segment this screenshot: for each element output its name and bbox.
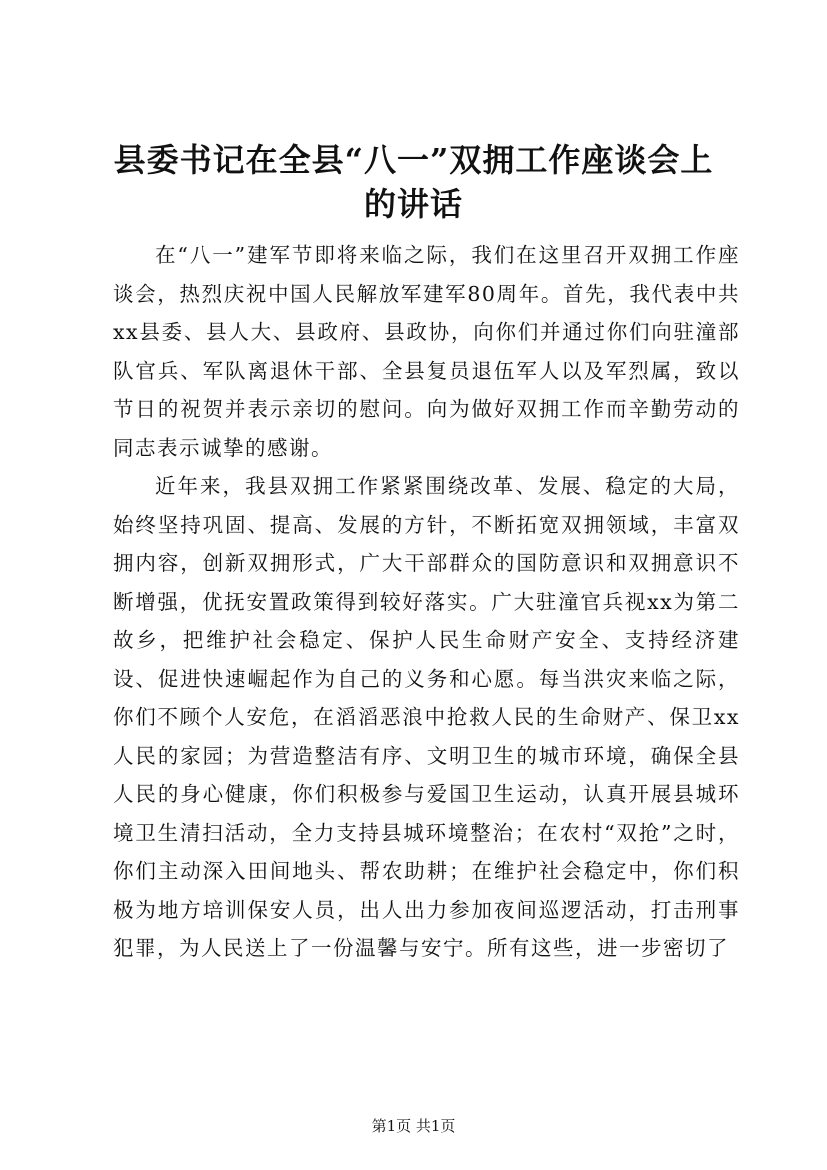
document-title: 县委书记在全县“八一”双拥工作座谈会上的讲话	[113, 141, 714, 223]
paragraph-1: 在“八一”建军节即将来临之际，我们在这里召开双拥工作座谈会，热烈庆祝中国人民解放军建军80周年。首先，我代表中共xx县委、县人大、县政府、县政协，向你们并通过你们向驻潼部队官兵、军队离退休干部、全县复员退伍军人以及军烈属，致以节日的祝贺并表示亲切的慰问。向为做好双拥工作而辛勤劳动的同志表示诚挚的感谢。	[113, 243, 740, 460]
paragraph-2: 近年来，我县双拥工作紧紧围绕改革、发展、稳定的大局，始终坚持巩固、提高、发展的方针，不断拓宽双拥领域，丰富双拥内容，创新双拥形式，广大干部群众的国防意识和双拥意识不断增强，优抚安置政策得到较好落实。广大驻潼官兵视xx为第二故乡，把维护社会稳定、保护人民生命财产安全、支持经济建设、促进快速崛起作为自己的义务和心愿。每当洪灾来临之际，你们不顾个人安危，在滔滔恶浪中抢救人民的生命财产、保卫xx人民的家园；为营造整洁有序、文明卫生的城市环境，确保全县人民的身心健康，你们积极参与爱国卫生运动，认真开展县城环境卫生清扫活动，全力支持县城环境整治；在农村“双抢”之时，你们主动深入田间地头、帮农助耕；在维护社会稳定中，你们积极为地方培训保安人员，出人出力参加夜间巡逻活动，打击刑事犯罪，为人民送上了一份温馨与安宁。所有这些，进一步密切了	[113, 474, 740, 960]
page-footer: 第1页 共1页	[371, 1117, 456, 1135]
document-body	[113, 236, 740, 968]
